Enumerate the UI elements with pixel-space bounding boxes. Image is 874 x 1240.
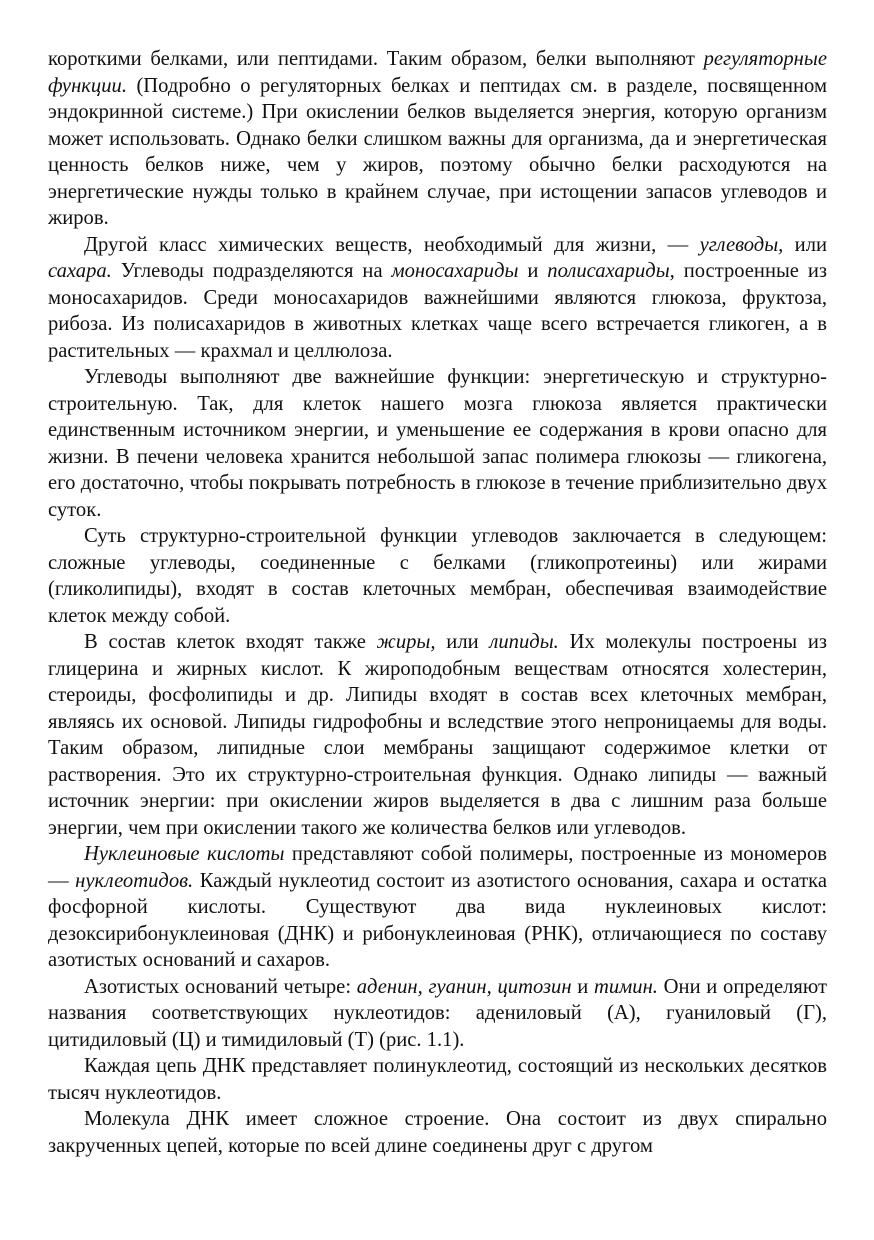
term-nucleotides: нуклеотидов. — [75, 869, 194, 892]
term-lipids: липиды. — [489, 631, 559, 653]
text-run: Другой класс химических веществ, необходимый для жизни, — — [84, 233, 700, 256]
text-run: Суть структурно-строительной функции углеводов заключается в следующем: сложные углеводы, соединенные с белками (гликопротеины) или жирами (гликолипиды), входят в состав клеточных мембран, обеспечивая взаимодействие клеток между собой. — [48, 525, 827, 627]
paragraph-dna-structure — [48, 1106, 827, 1159]
term-polysaccharides: полисахариды, — [547, 260, 675, 282]
text-run: или — [435, 631, 490, 653]
text-run: и — [518, 260, 548, 282]
paragraph-carbohydrate-functions — [48, 364, 827, 523]
paragraph-carbohydrates-intro — [48, 232, 827, 365]
text-run: Их молекулы построены из глицерина и жирных кислот. К жироподобным веществам относятся холестерин, стероиды, фосфолипиды и др. Липиды входят в состав всех клеточных мембран, являясь их основой. Липиды гидрофобны и вследствие этого непроницаемы для воды. Таким образом, липидные слои мембраны защищают содержимое клетки от растворения. Это их структурно-строительная функция. Однако липиды — важный источник энергии: при окислении жиров выделяется в два с лишним раза больше энергии, чем при окислении такого же количества белков или углеводов. — [48, 631, 827, 839]
text-run: Углеводы подразделяются на — [111, 260, 392, 282]
paragraph-proteins-regulatory — [48, 46, 827, 232]
paragraph-nucleic-acids — [48, 841, 827, 974]
text-run: Каждый нуклеотид состоит из азотистого основания, сахара и остатка фосфорной кислоты. Существуют два вида нуклеиновых кислот: дезоксирибонуклеиновая (ДНК) и рибонуклеиновая (РНК), отличающиеся по составу азотистых оснований и сахаров. — [48, 869, 827, 971]
text-run: Молекула ДНК имеет сложное строение. Она состоит из двух спирально закрученных цепей, которые по всей длине соединены друг с другом — [48, 1108, 827, 1157]
text-run: Азотистых оснований четыре: — [84, 975, 357, 998]
text-run: В состав клеток входят также — [84, 631, 377, 653]
text-run: и — [571, 975, 594, 998]
text-run: Углеводы выполняют две важнейшие функции: энергетическую и структурно-строительную. Так, для клеток нашего мозга глюкоза является практически единственным источником энергии, и уменьшение ее содержания в крови опасно для жизни. В печени человека хранится небольшой запас полимера глюкозы — гликогена, его достаточно, чтобы покрывать потребность в глюкозе в течение приблизительно двух суток. — [48, 366, 827, 521]
paragraph-lipids — [48, 629, 827, 841]
term-bases-list: аденин, гуанин, цитозин — [356, 975, 572, 998]
text-run: построенные из моносахаридов. Среди моносахаридов важнейшими являются глюкоза, фруктоза, рибоза. Из полисахаридов в животных клетках чаще всего встречается гликоген, а в растительных — крахмал и целлюлоза. — [48, 260, 827, 362]
term-sugars: сахара. — [48, 260, 112, 282]
paragraph-dna-chain — [48, 1053, 827, 1106]
text-run: (Подробно о регуляторных белках и пептидах см. в разделе, посвященном эндокринной системе.) При окислении белков выделяется энергия, которую организм может использовать. Однако белки слишком важны для организма, да и энергетическая ценность белков ниже, чем у жиров, поэтому обычно белки расходуются на энергетические нужды только в крайнем случае, при истощении запасов углеводов и жиров. — [48, 74, 827, 229]
term-nucleic-acids: Нуклеиновые кислоты — [84, 843, 285, 865]
text-run: или — [783, 233, 828, 256]
text-run: Они и определяют названия соответствующих нуклеотидов: адениловый (А), гуаниловый (Г), цитидиловый (Ц) и тимидиловый (Т) (рис. 1.1). — [48, 975, 827, 1051]
text-run: короткими белками, или пептидами. Таким образом, белки выполняют — [48, 48, 704, 70]
term-thymine: тимин. — [593, 975, 658, 998]
text-run: представляют собой полимеры, построенные из мономеров — — [48, 843, 827, 892]
paragraph-structural-function — [48, 523, 827, 629]
term-monosaccharides: моносахариды — [391, 260, 519, 282]
term-fats: жиры, — [376, 631, 436, 653]
paragraph-nitrogen-bases — [48, 974, 827, 1054]
term-carbohydrates: углеводы, — [699, 233, 784, 256]
term-regulatory-functions: регуляторные функции. — [48, 48, 827, 97]
text-run: Каждая цепь ДНК представляет полинуклеотид, состоящий из нескольких десятков тысяч нуклеотидов. — [48, 1055, 827, 1104]
document-page — [48, 46, 827, 1159]
